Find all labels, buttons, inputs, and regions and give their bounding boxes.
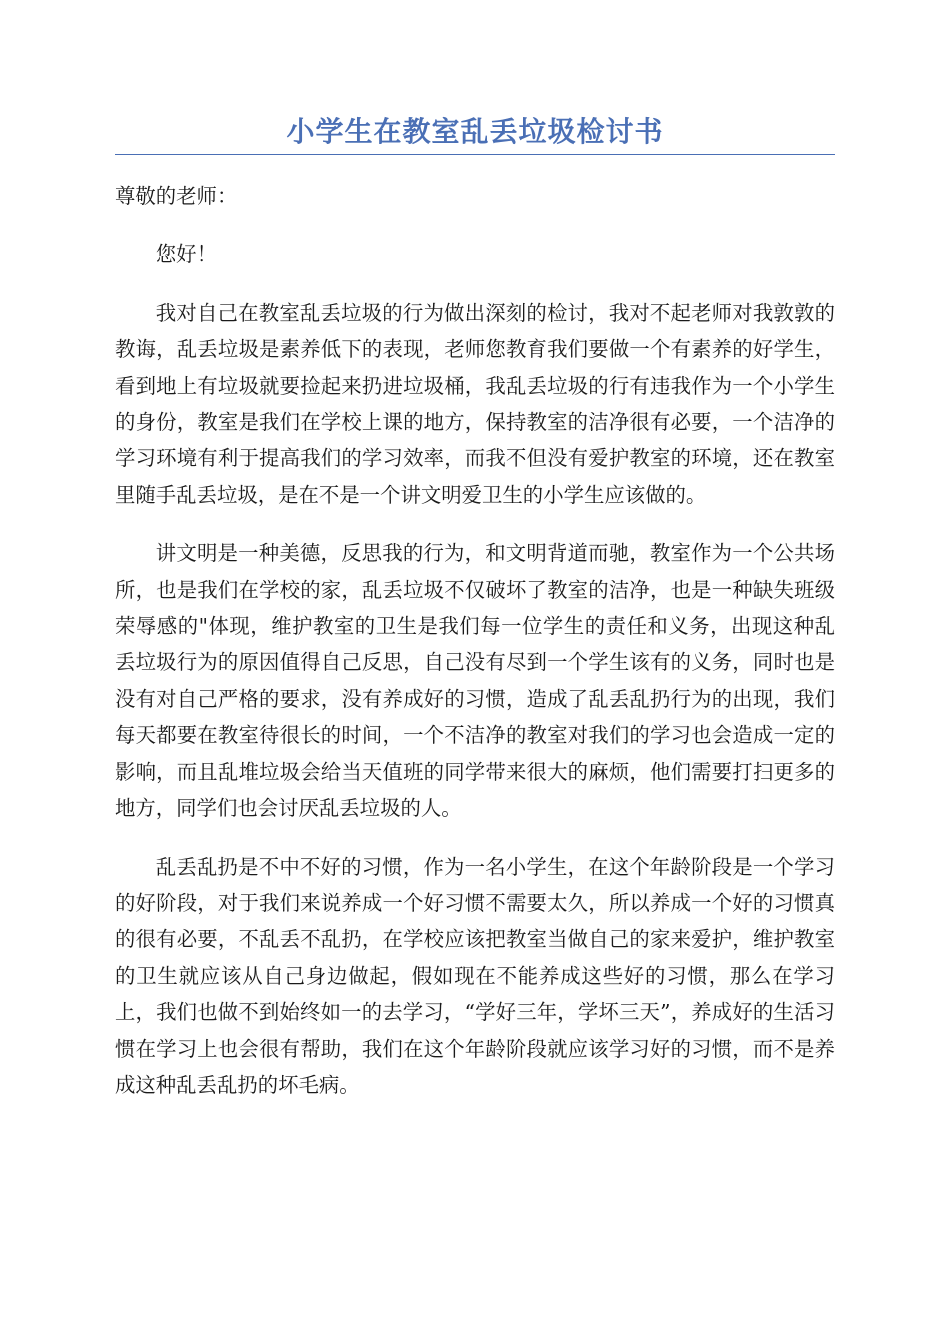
greeting: 您好！ bbox=[155, 242, 217, 267]
document-body bbox=[115, 178, 835, 1125]
paragraph-3: 乱丢乱扔是不中不好的习惯，作为一名小学生，在这个年龄阶段是一个学习的好阶段，对于我们来说养成一个好习惯不需要太久，所以养成一个好的习惯真的很有必要，不乱丢不乱扔，在学校应该把教室当做自己的家来爱护，维护教室的卫生就应该从自己身边做起，假如现在不能养成这些好的习惯，那么在学习上，我们也做不到始终如一的去学习，“学好三年，学坏三天”，养成好的生活习惯在学习上也会很有帮助，我们在这个年龄阶段就应该学习好的习惯，而不是养成这种乱丢乱扔的坏毛病。 bbox=[115, 854, 835, 1097]
title-underline bbox=[115, 154, 835, 155]
paragraph-2: 讲文明是一种美德，反思我的行为，和文明背道而驰，教室作为一个公共场所，也是我们在学校的家，乱丢垃圾不仅破坏了教室的洁净，也是一种缺失班级荣辱感的"体现，维护教室的卫生是我们每一位学生的责任和义务，出现这种乱丢垃圾行为的原因值得自己反思，自己没有尽到一个学生该有的义务，同时也是没有对自己严格的要求，没有养成好的习惯，造成了乱丢乱扔行为的出现，我们每天都要在教室待很长的时间，一个不洁净的教室对我们的学习也会造成一定的影响，而且乱堆垃圾会给当天值班的同学带来很大的麻烦，他们需要打扫更多的地方，同学们也会讨厌乱丢垃圾的人。 bbox=[115, 541, 835, 821]
paragraph-1: 我对自己在教室乱丢垃圾的行为做出深刻的检讨，我对不起老师对我敦敦的教诲，乱丢垃圾是素养低下的表现，老师您教育我们要做一个有素养的好学生，看到地上有垃圾就要捡起来扔进垃圾桶，我乱丢垃圾的行有违我作为一个小学生的身份，教室是我们在学校上课的地方，保持教室的洁净很有必要，一个洁净的学习环境有利于提高我们的学习效率，而我不但没有爱护教室的环境，还在教室里随手乱丢垃圾，是在不是一个讲文明爱卫生的小学生应该做的。 bbox=[115, 300, 835, 507]
document-title: 小学生在教室乱丢垃圾检讨书 bbox=[286, 115, 664, 148]
salutation: 尊敬的老师： bbox=[115, 184, 238, 208]
